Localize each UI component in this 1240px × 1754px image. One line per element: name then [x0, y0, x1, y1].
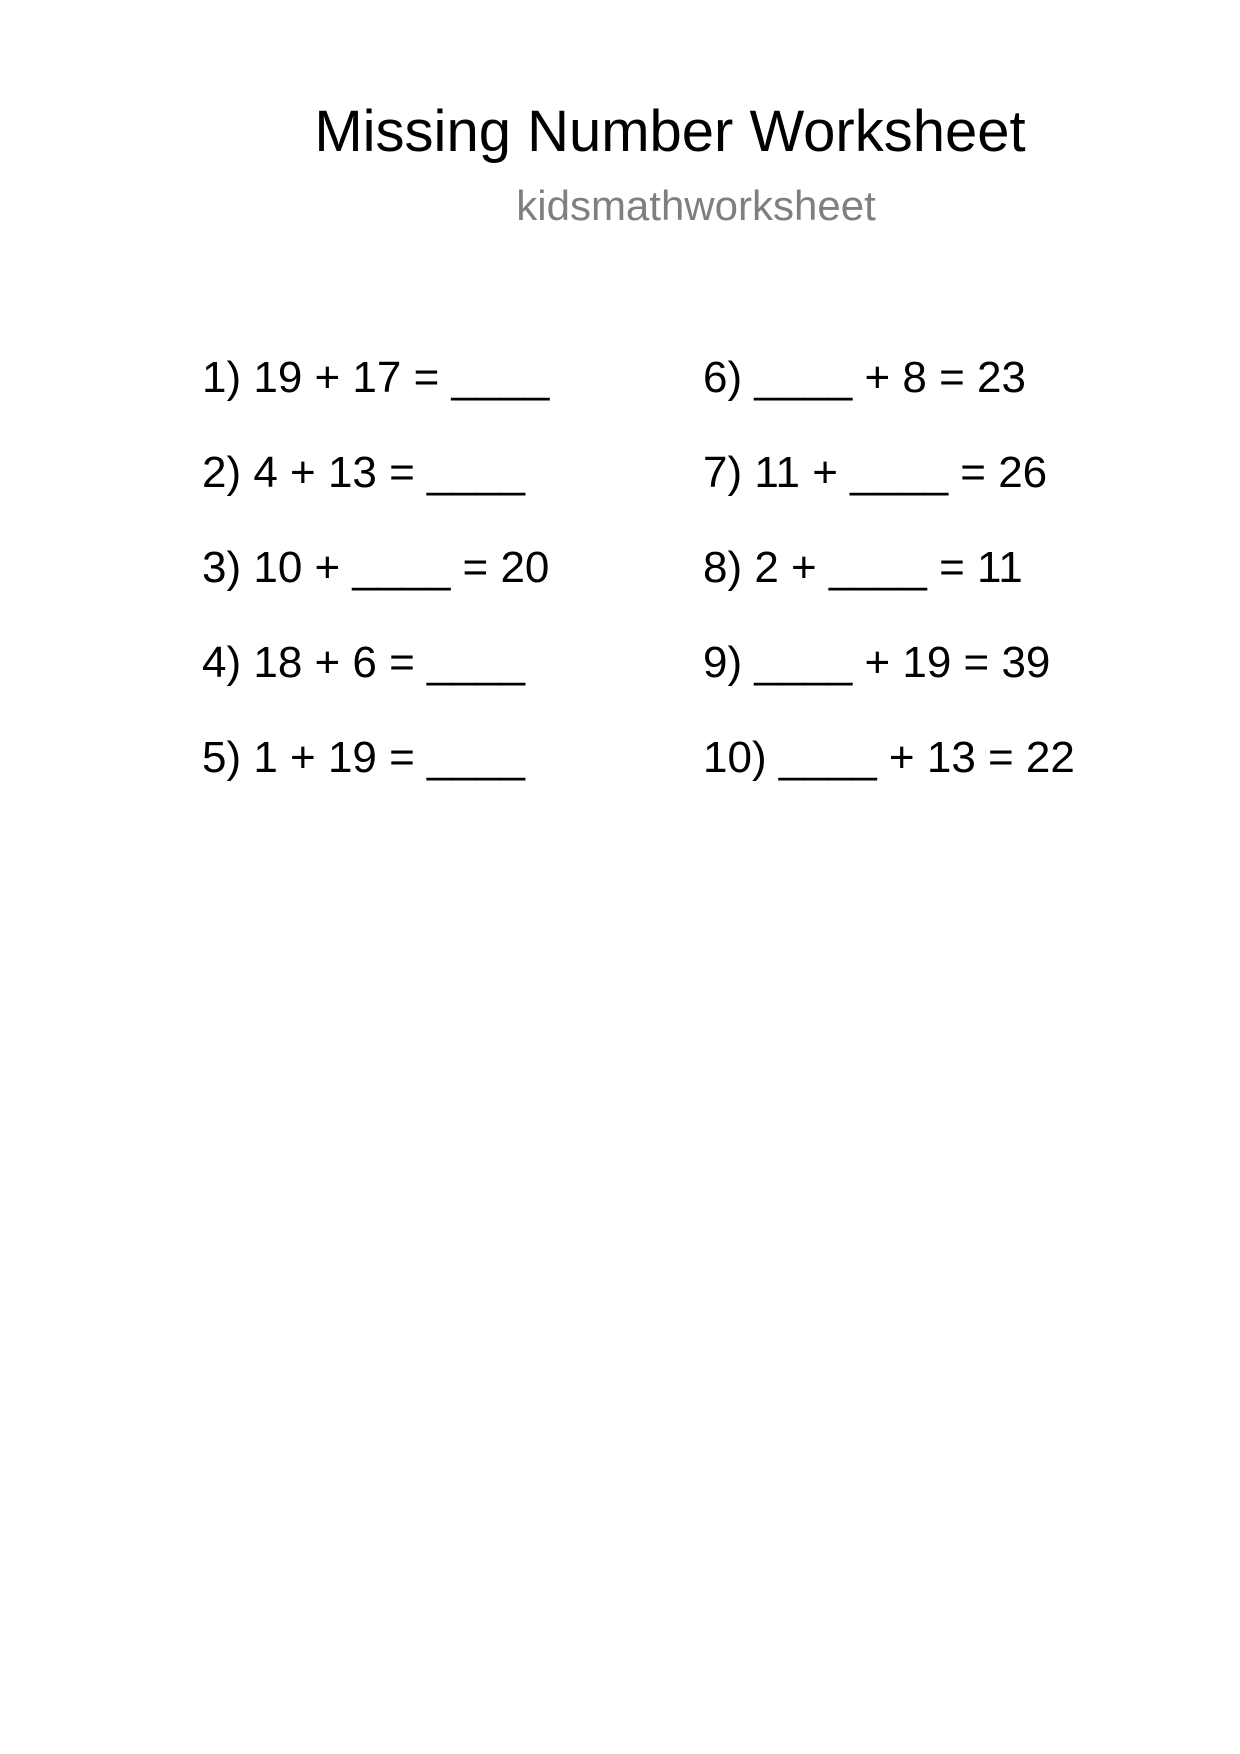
- page-subtitle: kidsmathworksheet: [516, 182, 876, 229]
- problem-4: 4) 18 + 6 = ____: [202, 638, 525, 687]
- problem-6: 6) ____ + 8 = 23: [703, 353, 1026, 402]
- problem-2: 2) 4 + 13 = ____: [202, 448, 525, 497]
- problem-10: 10) ____ + 13 = 22: [703, 733, 1075, 782]
- problem-column-left: [202, 348, 549, 823]
- problem-5: 5) 1 + 19 = ____: [202, 733, 525, 782]
- problem-1: 1) 19 + 17 = ____: [202, 353, 550, 402]
- problem-column-right: [703, 348, 1075, 823]
- page-title: Missing Number Worksheet: [314, 99, 1026, 164]
- problem-3: 3) 10 + ____ = 20: [202, 543, 550, 592]
- problem-8: 8) 2 + ____ = 11: [703, 543, 1023, 592]
- problem-7: 7) 11 + ____ = 26: [703, 448, 1048, 497]
- problem-9: 9) ____ + 19 = 39: [703, 638, 1051, 687]
